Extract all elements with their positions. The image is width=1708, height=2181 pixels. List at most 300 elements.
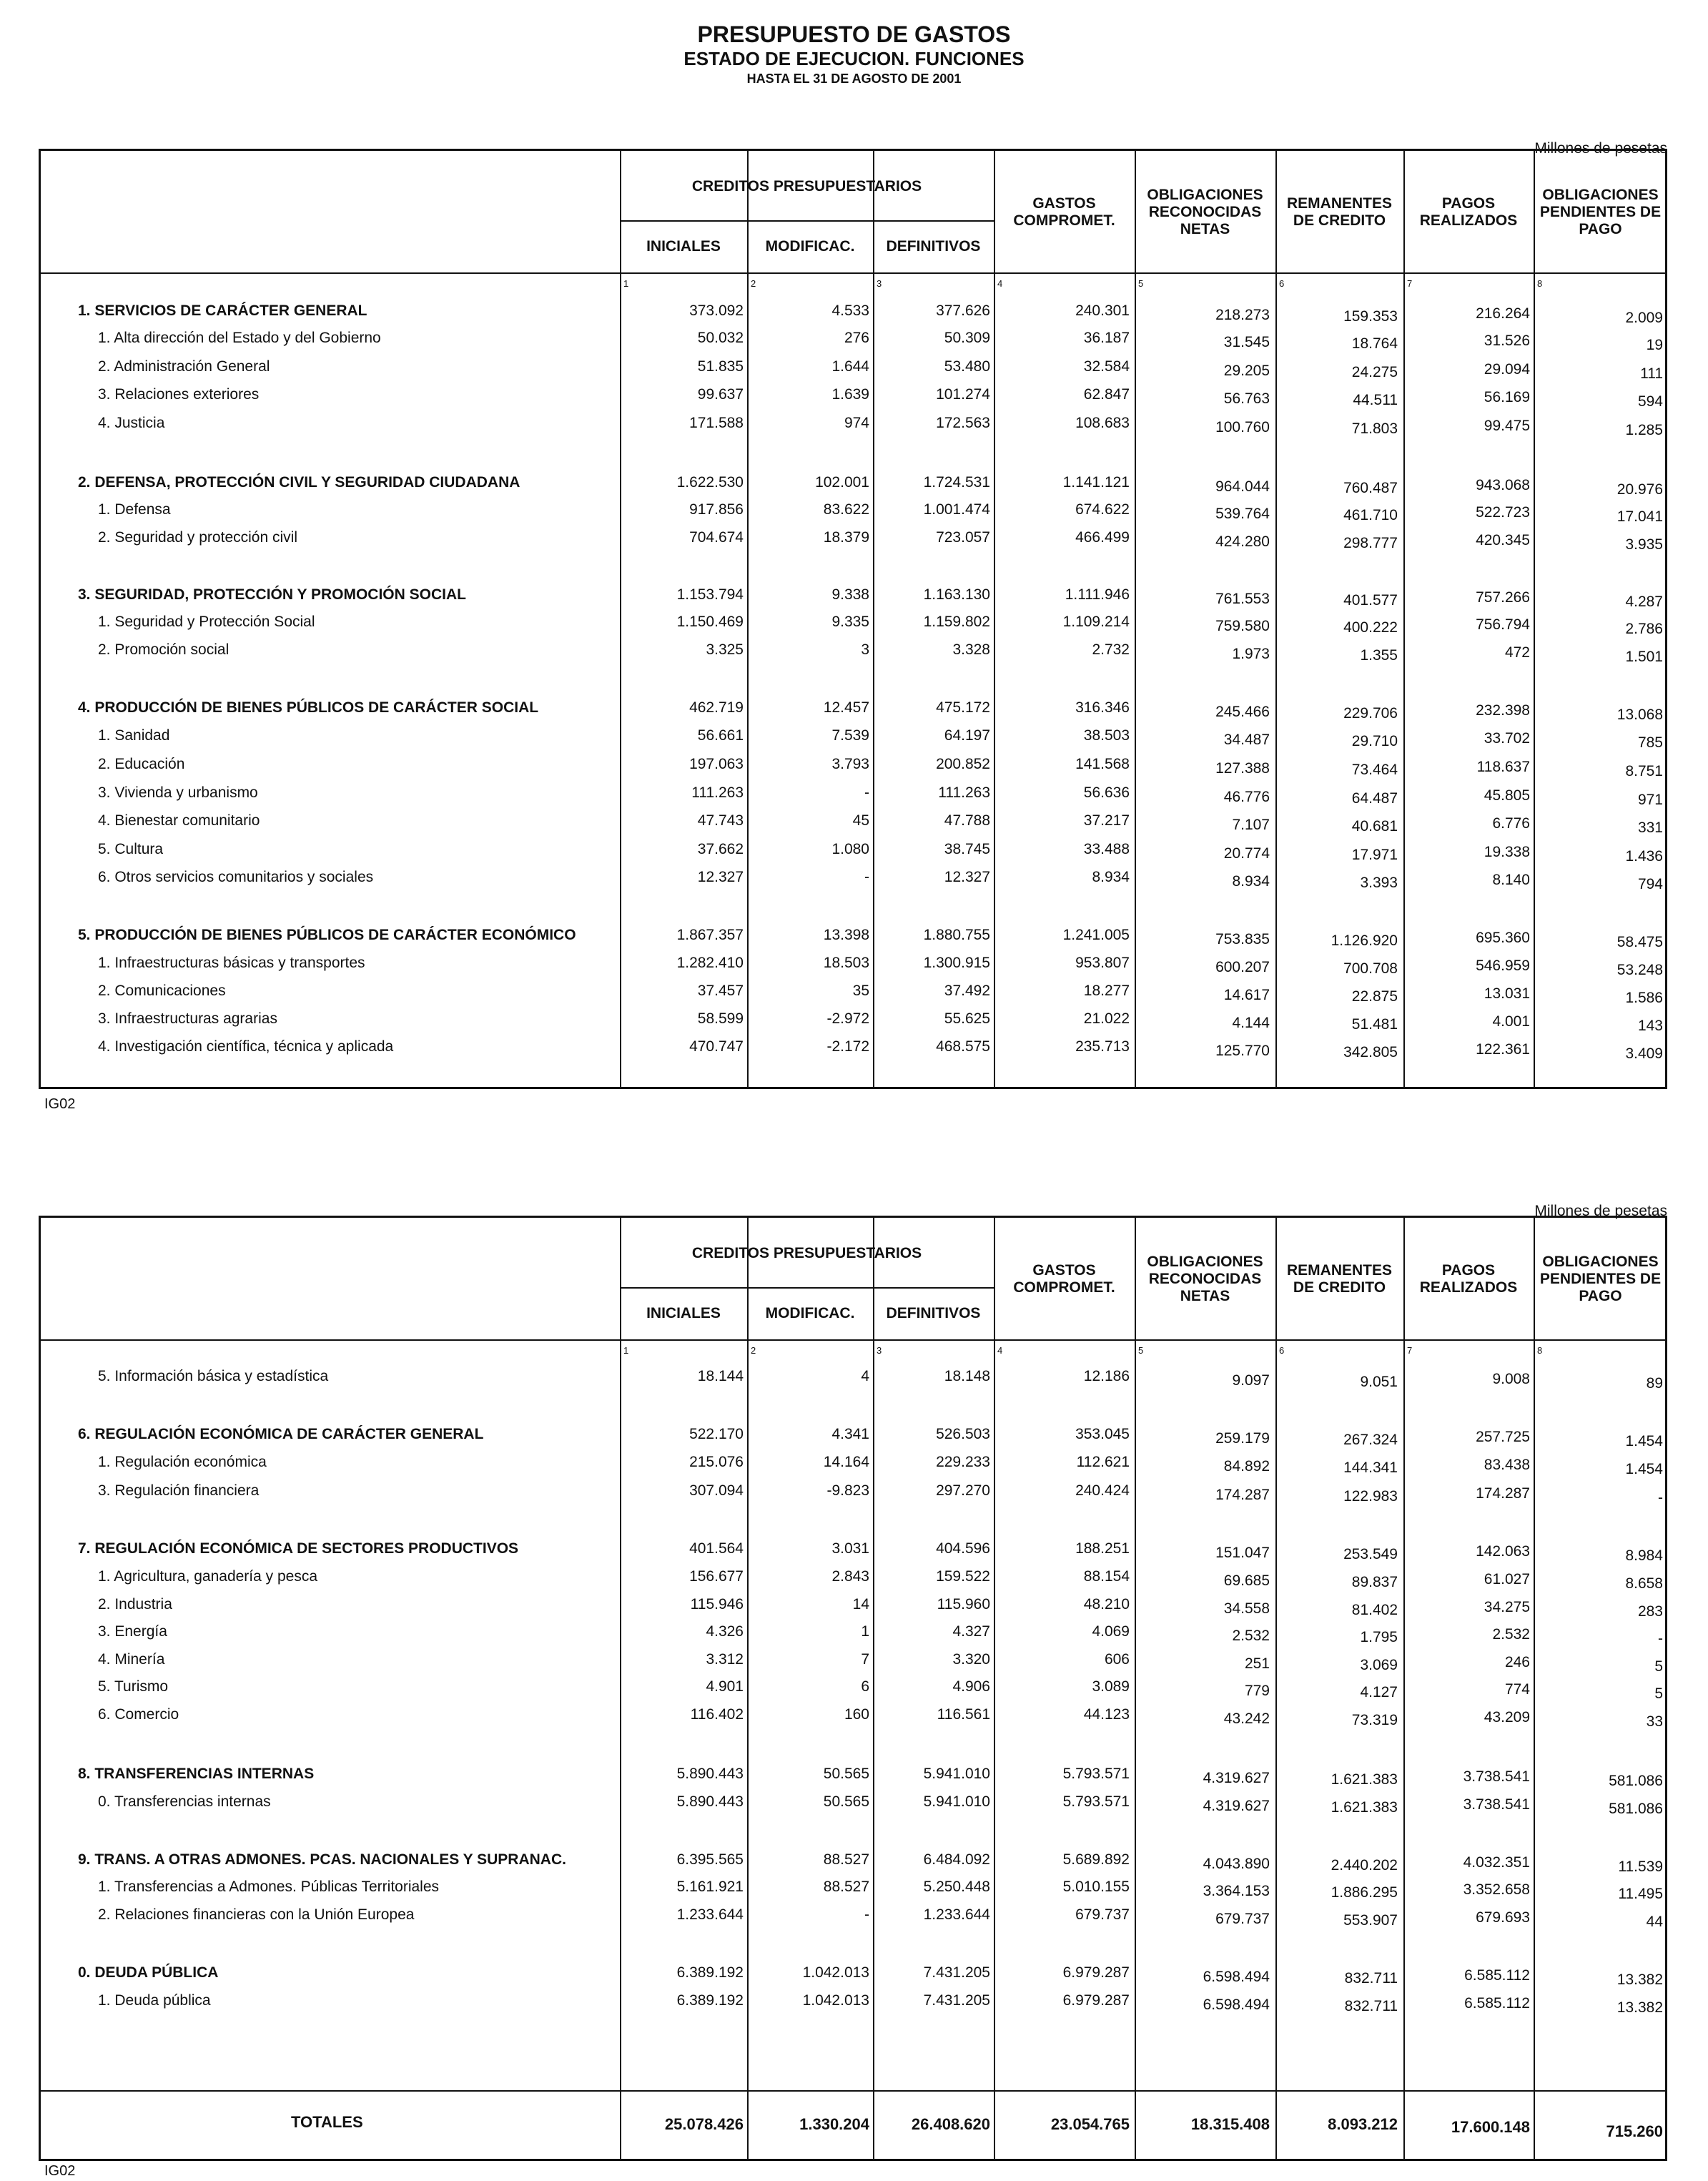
table-cell-value: 18.764: [1351, 335, 1398, 352]
table-cell-value: 17.971: [1351, 847, 1398, 863]
column-number: 7: [1407, 1345, 1413, 1356]
function-item-label: 1. Infraestructuras básicas y transportes: [98, 955, 365, 971]
table-cell-value: 4.127: [1360, 1684, 1398, 1700]
function-item-label: 3. Infraestructuras agrarias: [98, 1010, 277, 1027]
table-cell-value: 43.242: [1223, 1710, 1270, 1727]
table-cell-value: 6.484.092: [923, 1851, 990, 1868]
table-cell-value: 112.621: [1076, 1454, 1130, 1470]
table-cell-value: 115.946: [690, 1596, 744, 1613]
table-cell-value: 342.805: [1343, 1044, 1398, 1060]
table-cell-value: 101.274: [936, 386, 990, 403]
table-cell-value: 12.457: [823, 699, 869, 716]
table-cell-value: 34.275: [1484, 1599, 1530, 1615]
column-number: 1: [623, 278, 629, 289]
table-cell-value: 704.674: [689, 529, 744, 546]
table-cell-value: 401.577: [1343, 592, 1398, 609]
table-cell-value: 3.364.153: [1203, 1883, 1270, 1899]
table-cell-value: 276: [844, 330, 869, 346]
table-cell-value: 37.217: [1083, 812, 1130, 829]
table-cell-value: 61.027: [1484, 1571, 1530, 1587]
table-cell-value: -: [864, 784, 869, 801]
table-cell-value: 7.431.205: [923, 1992, 990, 2009]
table-cell-value: 3.409: [1625, 1045, 1663, 1062]
table-cell-value: 462.719: [689, 699, 744, 716]
table-cell-value: 69.685: [1223, 1572, 1270, 1589]
table-cell-value: 9.097: [1232, 1372, 1270, 1389]
table-cell-value: 2.009: [1625, 310, 1663, 326]
table-cell-value: 111.263: [938, 784, 990, 801]
table-cell-value: 14.617: [1223, 987, 1270, 1003]
table-cell-value: 34.558: [1223, 1600, 1270, 1617]
table-cell-value: 9.335: [831, 614, 869, 630]
table-cell-value: 3.352.658: [1463, 1881, 1530, 1898]
header-creditos-presupuestarios: CREDITOS PRESUPUESTARIOS: [691, 1244, 922, 1261]
header-modificaciones: MODIFICAC.: [765, 1304, 855, 1321]
column-divider: [1275, 151, 1277, 1087]
function-item-label: 4. Minería: [98, 1651, 165, 1668]
function-item-label: 2. Educación: [98, 756, 185, 772]
table-cell-value: 50.565: [823, 1793, 869, 1810]
table-cell-value: 1.355: [1360, 647, 1398, 664]
function-item-label: 4. Justicia: [98, 415, 165, 431]
table-cell-value: 779: [1244, 1683, 1270, 1699]
table-cell-value: 8.934: [1232, 873, 1270, 890]
table-cell-value: -: [864, 869, 869, 885]
table-cell-value: 156.677: [689, 1568, 744, 1585]
table-cell-value: 102.001: [815, 474, 869, 491]
function-item-label: 2. Promoción social: [98, 641, 229, 658]
table-cell-value: 4.043.890: [1203, 1856, 1270, 1872]
table-cell-value: 50.032: [697, 330, 744, 346]
header-remanentes-credito: REMANENTES DE CREDITO: [1286, 195, 1392, 229]
table-cell-value: 1.042.013: [802, 1964, 869, 1981]
header-obligaciones-pendientes: OBLIGACIONES PENDIENTES DE PAGO: [1539, 187, 1662, 237]
table-cell-value: 51.481: [1351, 1016, 1398, 1033]
totals-value: 25.078.426: [664, 2115, 744, 2133]
table-cell-value: 44.511: [1353, 392, 1398, 408]
table-cell-value: 115.960: [937, 1596, 990, 1613]
function-item-label: 4. Investigación científica, técnica y aplicada: [98, 1038, 394, 1055]
table-cell-value: 1.153.794: [676, 586, 744, 603]
table-cell-value: 4.326: [706, 1623, 744, 1640]
table-cell-value: 71.803: [1351, 420, 1398, 437]
table-cell-value: 29.710: [1351, 733, 1398, 749]
table-cell-value: 1.436: [1625, 848, 1663, 865]
table-cell-value: 1.282.410: [676, 955, 744, 971]
table-cell-value: 7.431.205: [923, 1964, 990, 1981]
function-group-label: 2. DEFENSA, PROTECCIÓN CIVIL Y SEGURIDAD CIUDADANA: [78, 474, 520, 491]
table-cell-value: 760.487: [1343, 480, 1398, 496]
table-cell-value: 144.341: [1343, 1459, 1398, 1476]
table-cell-value: 297.270: [936, 1482, 990, 1499]
table-cell-value: 58.599: [697, 1010, 744, 1027]
table-cell-value: 33: [1646, 1713, 1663, 1730]
column-divider: [1534, 151, 1535, 1087]
table-cell-value: 141.568: [1075, 756, 1130, 772]
table-cell-value: 4.533: [831, 302, 869, 319]
function-item-label: 2. Industria: [98, 1596, 172, 1613]
table-cell-value: 32.584: [1083, 358, 1130, 375]
table-cell-value: 316.346: [1075, 699, 1130, 716]
table-cell-value: 6.585.112: [1464, 1967, 1530, 1984]
table-cell-value: 100.760: [1215, 419, 1270, 435]
function-group-label: 1. SERVICIOS DE CARÁCTER GENERAL: [78, 302, 367, 319]
table-cell-value: 8.658: [1625, 1575, 1663, 1592]
table-cell-value: 267.324: [1343, 1432, 1398, 1448]
totals-value: 715.260: [1606, 2122, 1663, 2140]
table-cell-value: 43.209: [1484, 1709, 1530, 1725]
table-cell-value: 56.763: [1223, 390, 1270, 407]
table-cell-value: 3.328: [952, 641, 990, 658]
table-cell-value: 1.042.013: [802, 1992, 869, 2009]
function-item-label: 4. Bienestar comunitario: [98, 812, 260, 829]
table-cell-value: 3.069: [1360, 1657, 1398, 1673]
table-cell-value: 55.625: [944, 1010, 990, 1027]
table-cell-value: 5.689.892: [1062, 1851, 1130, 1868]
totals-value: 17.600.148: [1451, 2118, 1530, 2136]
table-cell-value: 9.008: [1492, 1371, 1530, 1387]
table-cell-value: 50.565: [823, 1766, 869, 1782]
table-cell-value: 99.475: [1484, 418, 1530, 434]
table-cell-value: 6: [861, 1678, 869, 1695]
table-cell-value: 679.737: [1075, 1906, 1130, 1923]
table-cell-value: 461.710: [1343, 507, 1398, 523]
table-cell-value: 466.499: [1075, 529, 1130, 546]
table-cell-value: 35: [852, 983, 869, 999]
table-cell-value: 4.069: [1092, 1623, 1130, 1640]
table-cell-value: 7.539: [831, 727, 869, 744]
table-cell-value: 11.495: [1618, 1886, 1663, 1902]
table-cell-value: 4.319.627: [1203, 1798, 1270, 1814]
function-group-label: 6. REGULACIÓN ECONÓMICA DE CARÁCTER GENERAL: [78, 1426, 484, 1442]
table-cell-value: 1.454: [1625, 1461, 1663, 1477]
table-cell-value: 1: [861, 1623, 869, 1640]
function-item-label: 6. Comercio: [98, 1706, 179, 1723]
table-cell-value: 18.503: [823, 955, 869, 971]
table-cell-value: 37.457: [697, 983, 744, 999]
table-cell-value: 1.724.531: [923, 474, 990, 491]
table-cell-value: 216.264: [1476, 305, 1530, 322]
table-cell-value: 12.327: [697, 869, 744, 885]
column-number: 6: [1279, 1345, 1285, 1356]
function-item-label: 1. Regulación económica: [98, 1454, 267, 1470]
table-cell-value: 468.575: [936, 1038, 990, 1055]
table-cell-value: 373.092: [689, 302, 744, 319]
table-cell-value: 522.723: [1476, 504, 1530, 521]
table-cell-value: 19: [1646, 337, 1663, 353]
table-cell-value: 1.644: [831, 358, 869, 375]
units-label: Millones de pesetas: [1534, 140, 1667, 157]
table-cell-value: 6.395.565: [676, 1851, 744, 1868]
table-cell-value: 2.532: [1232, 1628, 1270, 1644]
function-group-label: 7. REGULACIÓN ECONÓMICA DE SECTORES PRODUCTIVOS: [78, 1540, 519, 1557]
function-group-label: 3. SEGURIDAD, PROTECCIÓN Y PROMOCIÓN SOCIAL: [78, 586, 466, 603]
table-cell-value: 73.464: [1351, 762, 1398, 778]
table-cell-value: 7: [861, 1651, 869, 1668]
table-cell-value: 232.398: [1476, 702, 1530, 719]
table-cell-value: 6.979.287: [1062, 1992, 1130, 2009]
table-cell-value: 283: [1637, 1603, 1663, 1620]
table-cell-value: 36.187: [1083, 330, 1130, 346]
table-cell-value: 3.393: [1360, 875, 1398, 891]
table-cell-value: 37.492: [944, 983, 990, 999]
function-item-label: 3. Relaciones exteriores: [98, 386, 260, 403]
table-cell-value: 600.207: [1215, 959, 1270, 975]
document-header: [0, 21, 1708, 87]
table-cell-value: 37.662: [697, 841, 744, 857]
column-number: 2: [751, 1345, 756, 1356]
expense-table-page-2: [39, 1216, 1667, 2161]
table-cell-value: 1.233.644: [676, 1906, 744, 1923]
table-cell-value: 971: [1637, 792, 1663, 808]
header-remanentes-credito: REMANENTES DE CREDITO: [1286, 1262, 1392, 1296]
table-cell-value: 8.140: [1492, 872, 1530, 888]
function-item-label: 5. Turismo: [98, 1678, 169, 1695]
table-cell-value: 83.438: [1484, 1457, 1530, 1473]
table-cell-value: 546.959: [1476, 957, 1530, 974]
column-number: 6: [1279, 278, 1285, 289]
table-cell-value: 2.786: [1625, 621, 1663, 637]
table-cell-value: 606: [1104, 1651, 1130, 1668]
totals-value: 18.315.408: [1190, 2115, 1270, 2133]
table-cell-value: 526.503: [936, 1426, 990, 1442]
table-cell-value: 24.275: [1351, 364, 1398, 380]
table-cell-value: 753.835: [1215, 931, 1270, 947]
table-cell-value: 2.532: [1492, 1626, 1530, 1643]
table-cell-value: 122.983: [1343, 1488, 1398, 1505]
table-cell-value: 832.711: [1344, 1998, 1398, 2014]
table-cell-value: 14.164: [823, 1454, 869, 1470]
table-cell-value: 3.793: [831, 756, 869, 772]
function-item-label: 3. Energía: [98, 1623, 167, 1640]
table-cell-value: 4.319.627: [1203, 1770, 1270, 1786]
table-cell-value: 522.170: [689, 1426, 744, 1442]
table-cell-value: 240.301: [1075, 302, 1130, 319]
table-cell-value: 8.751: [1625, 763, 1663, 779]
table-cell-value: 1.109.214: [1062, 614, 1130, 630]
function-item-label: 6. Otros servicios comunitarios y sociales: [98, 869, 374, 885]
form-code: IG02: [44, 2163, 76, 2179]
table-cell-value: 44.123: [1083, 1706, 1130, 1723]
table-cell-value: 44: [1646, 1914, 1663, 1930]
table-cell-value: 1.141.121: [1062, 474, 1130, 491]
table-cell-value: 3.325: [706, 641, 744, 658]
header-definitivos: DEFINITIVOS: [886, 1304, 981, 1321]
column-number: 4: [997, 1345, 1003, 1356]
table-cell-value: 253.549: [1343, 1546, 1398, 1562]
header-pagos-realizados: PAGOS REALIZADOS: [1419, 1262, 1518, 1296]
column-divider: [994, 151, 995, 1087]
table-cell-value: 53.248: [1616, 962, 1663, 978]
column-divider: [747, 151, 749, 1087]
table-cell-value: 18.277: [1083, 983, 1130, 999]
table-cell-value: 229.233: [936, 1454, 990, 1470]
column-divider: [1275, 1218, 1277, 2159]
table-cell-value: 19.338: [1484, 844, 1530, 860]
table-cell-value: 5.793.571: [1062, 1766, 1130, 1782]
header-modificaciones: MODIFICAC.: [765, 237, 855, 255]
column-divider: [1403, 151, 1405, 1087]
table-cell-value: 29.205: [1223, 363, 1270, 379]
table-cell-value: 943.068: [1476, 477, 1530, 493]
column-divider: [620, 1218, 621, 2159]
table-cell-value: 29.094: [1484, 361, 1530, 378]
table-cell-value: 111.263: [691, 784, 744, 801]
table-cell-value: 111: [1640, 365, 1663, 382]
table-cell-value: 127.388: [1215, 760, 1270, 777]
form-code: IG02: [44, 1096, 76, 1112]
totals-value: 23.054.765: [1050, 2115, 1130, 2133]
table-cell-value: 47.743: [697, 812, 744, 829]
table-cell-value: 14: [852, 1596, 869, 1613]
table-cell-value: 51.835: [697, 358, 744, 375]
table-cell-value: 4.906: [952, 1678, 990, 1695]
table-cell-value: 13.068: [1616, 707, 1663, 723]
table-cell-value: 1.867.357: [676, 927, 744, 943]
table-cell-value: 13.031: [1484, 985, 1530, 1002]
table-cell-value: 331: [1637, 819, 1663, 836]
table-cell-value: 22.875: [1351, 988, 1398, 1005]
table-cell-value: 56.169: [1484, 389, 1530, 405]
table-cell-value: 83.622: [823, 501, 869, 518]
table-cell-value: 259.179: [1215, 1430, 1270, 1447]
table-cell-value: 400.222: [1343, 619, 1398, 636]
column-divider: [873, 1218, 874, 2159]
column-number: 5: [1138, 278, 1144, 289]
table-cell-value: 700.708: [1343, 960, 1398, 977]
function-group-label: 9. TRANS. A OTRAS ADMONES. PCAS. NACIONALES Y SUPRANAC.: [78, 1851, 566, 1868]
function-item-label: 2. Comunicaciones: [98, 983, 226, 999]
table-cell-value: 4.144: [1232, 1015, 1270, 1031]
table-cell-value: 1.159.802: [923, 614, 990, 630]
table-cell-value: 31.526: [1484, 333, 1530, 349]
table-cell-value: 118.637: [1476, 759, 1530, 775]
table-cell-value: 18.144: [697, 1368, 744, 1384]
table-cell-value: 832.711: [1344, 1970, 1398, 1986]
function-item-label: 3. Vivienda y urbanismo: [98, 784, 258, 801]
table-cell-value: 122.361: [1476, 1041, 1530, 1058]
table-cell-value: 4.001: [1492, 1013, 1530, 1030]
table-cell-value: 424.280: [1215, 533, 1270, 550]
function-group-label: 5. PRODUCCIÓN DE BIENES PÚBLICOS DE CARÁCTER ECONÓMICO: [78, 927, 576, 943]
column-divider: [873, 151, 874, 1087]
column-number: 8: [1537, 278, 1543, 289]
table-cell-value: 5: [1654, 1685, 1663, 1702]
table-cell-value: 13.382: [1616, 1999, 1663, 2016]
table-cell-value: 6.389.192: [676, 1992, 744, 2009]
table-cell-value: 539.764: [1215, 506, 1270, 522]
table-cell-value: 401.564: [689, 1540, 744, 1557]
table-cell-value: 116.561: [937, 1706, 990, 1723]
header-definitivos: DEFINITIVOS: [886, 237, 981, 255]
table-cell-value: 472: [1504, 644, 1530, 661]
table-cell-value: 5.890.443: [676, 1766, 744, 1782]
table-cell-value: 953.807: [1075, 955, 1130, 971]
table-cell-value: 20.774: [1223, 845, 1270, 862]
table-cell-value: 9.051: [1360, 1374, 1398, 1390]
table-cell-value: 1.880.755: [923, 927, 990, 943]
table-cell-value: 2.732: [1092, 641, 1130, 658]
table-cell-value: 1.233.644: [923, 1906, 990, 1923]
table-cell-value: 3.320: [952, 1651, 990, 1668]
table-cell-value: 377.626: [936, 302, 990, 319]
table-cell-value: 38.503: [1083, 727, 1130, 744]
header-obligaciones-reconocidas: OBLIGACIONES RECONOCIDAS NETAS: [1147, 187, 1263, 237]
column-number: 4: [997, 278, 1003, 289]
function-item-label: 1. Alta dirección del Estado y del Gobierno: [98, 330, 381, 346]
table-cell-value: 5.010.155: [1062, 1879, 1130, 1895]
table-cell-value: 1.285: [1625, 422, 1663, 438]
table-cell-value: 581.086: [1609, 1801, 1663, 1817]
table-cell-value: 757.266: [1476, 589, 1530, 606]
table-cell-value: 188.251: [1075, 1540, 1130, 1557]
table-cell-value: 7.107: [1232, 817, 1270, 833]
table-cell-value: 56.661: [697, 727, 744, 744]
table-cell-value: 581.086: [1609, 1773, 1663, 1789]
column-number: 7: [1407, 278, 1413, 289]
header-divider: [41, 1339, 1665, 1341]
table-cell-value: 3: [861, 641, 869, 658]
table-cell-value: 89: [1646, 1375, 1663, 1392]
function-item-label: 5. Cultura: [98, 841, 164, 857]
table-cell-value: 48.210: [1083, 1596, 1130, 1613]
function-item-label: 0. Transferencias internas: [98, 1793, 271, 1810]
table-cell-value: 125.770: [1215, 1043, 1270, 1059]
table-cell-value: 353.045: [1075, 1426, 1130, 1442]
table-cell-value: 1.622.530: [676, 474, 744, 491]
table-cell-value: 33.702: [1484, 730, 1530, 747]
table-cell-value: 1.454: [1625, 1433, 1663, 1449]
table-cell-value: 761.553: [1215, 591, 1270, 607]
table-cell-value: 218.273: [1215, 307, 1270, 323]
table-cell-value: 1.080: [831, 841, 869, 857]
table-cell-value: 1.163.130: [923, 586, 990, 603]
table-cell-value: 1.586: [1625, 990, 1663, 1006]
table-cell-value: 6.389.192: [676, 1964, 744, 1981]
table-cell-value: 8.984: [1625, 1547, 1663, 1564]
units-label: Millones de pesetas: [1534, 1203, 1667, 1219]
function-item-label: 1. Seguridad y Protección Social: [98, 614, 315, 630]
table-cell-value: 6.979.287: [1062, 1964, 1130, 1981]
table-cell-value: 3.031: [831, 1540, 869, 1557]
table-cell-value: 553.907: [1343, 1912, 1398, 1929]
table-cell-value: 45: [852, 812, 869, 829]
totals-label: TOTALES: [291, 2113, 363, 2131]
table-cell-value: 594: [1637, 393, 1663, 410]
table-cell-value: 1.300.915: [923, 955, 990, 971]
function-item-label: 2. Administración General: [98, 358, 270, 375]
table-cell-value: -2.172: [826, 1038, 869, 1055]
table-cell-value: 13.382: [1616, 1971, 1663, 1988]
table-cell-value: 200.852: [936, 756, 990, 772]
table-cell-value: 4.287: [1625, 594, 1663, 610]
table-cell-value: 174.287: [1476, 1485, 1530, 1502]
table-cell-value: 674.622: [1075, 501, 1130, 518]
table-cell-value: 1.621.383: [1331, 1771, 1398, 1788]
function-group-label: 4. PRODUCCIÓN DE BIENES PÚBLICOS DE CARÁCTER SOCIAL: [78, 699, 539, 716]
table-cell-value: 3.935: [1625, 536, 1663, 553]
table-cell-value: -9.823: [826, 1482, 869, 1499]
table-cell-value: 34.487: [1223, 732, 1270, 748]
table-cell-value: 88.527: [823, 1879, 869, 1895]
table-cell-value: 64.487: [1351, 790, 1398, 807]
table-cell-value: 3.738.541: [1463, 1796, 1530, 1813]
expense-table-page-1: [39, 149, 1667, 1089]
function-item-label: 2. Seguridad y protección civil: [98, 529, 297, 546]
function-item-label: 2. Relaciones financieras con la Unión Europea: [98, 1906, 415, 1923]
table-cell-value: 1.150.469: [676, 614, 744, 630]
table-cell-value: 53.480: [944, 358, 990, 375]
